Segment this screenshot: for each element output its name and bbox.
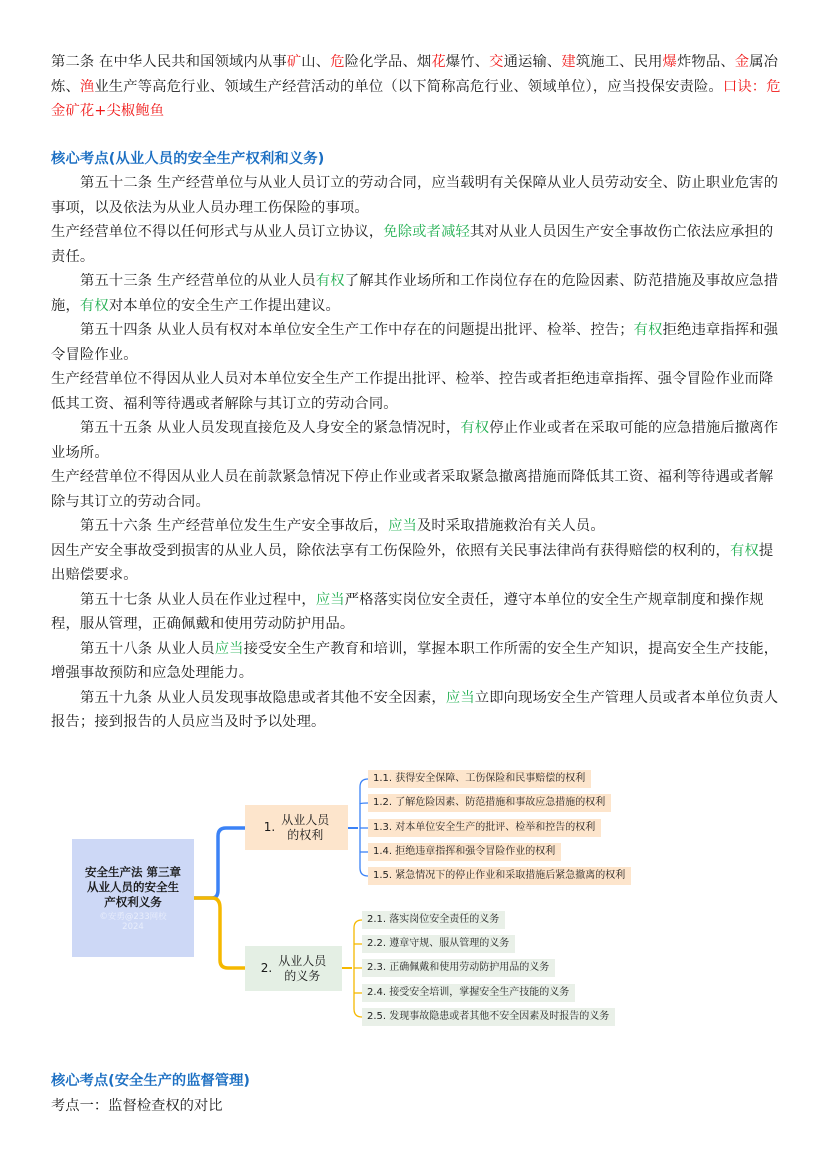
text-run: 其对从业人员因生产安全事故伤亡依法应承担的责任。 [51,224,774,265]
leaf-duty-4: 2.4. 接受安全培训，掌握安全生产技能的义务 [362,984,575,1002]
text-run: 了解其作业场所和工作岗位存在的危险因素、防范措施及事故应急措施， [51,273,779,314]
branch-label [281,813,329,843]
keyword-highlight: 应当 [388,518,417,534]
keyword-highlight: 矿 [286,54,302,70]
keyword-highlight: 有权 [460,420,490,436]
branch-number: 1. [263,820,276,834]
text-run: 第五十六条 生产经营单位发生生产安全事故后， [80,518,389,534]
text-run: 第五十八条 从业人员 [80,640,215,657]
text-run: 属冶炼、 [51,54,779,95]
keyword-highlight: 有权 [315,273,345,289]
text-run: 生产经营单位不得因从业人员对本单位安全生产工作提出批评、检举、控告或者拒绝违章指挥、强令冒险作业而降低其工资、福利等待遇或者解除与其订立的劳动合同。 [51,371,774,412]
leaf-duty-3: 2.3. 正确佩戴和使用劳动防护用品的义务 [362,959,555,977]
text-run: 严格落实岗位安全责任，遵守本单位的安全生产规章制度和操作规程，服从管理，正确佩戴和使用劳动防护用品。 [51,591,764,632]
text-run: 接受安全生产教育和培训，掌握本职工作所需的安全生产知识，提高安全生产技能，增强事故预防和应急处理能力。 [51,640,779,681]
keyword-highlight: 建 [561,54,576,70]
keyword-highlight: 免除或者减轻 [383,224,470,240]
keyword-highlight: 花 [431,54,446,70]
leaf-right-2: 1.2. 了解危险因素、防范措施和事故应急措施的权利 [368,794,611,812]
text-run: 第五十七条 从业人员在作业过程中， [80,591,316,608]
text-run: 立即向现场安全生产管理人员或者本单位负责人报告；接到报告的人员应当及时予以处理。 [51,689,779,730]
text-run: 山、 [301,54,331,70]
leaf-right-3: 1.3. 对本单位安全生产的批评、检举和控告的权利 [368,819,601,837]
text-run: 生产经营单位不得因从业人员在前款紧急情况下停止作业或者采取紧急撤离措施而降低其工资、福利等待遇或者解除与其订立的劳动合同。 [51,469,774,510]
text-run: 通运输、 [503,54,562,70]
section-heading-supervision: 核心考点(安全生产的监督管理) [51,1073,250,1089]
text-run: 业生产等高危行业、领域生产经营活动的单位（以下简称高危行业、领域单位），应当投保安责险。 [94,78,723,95]
text-run: 第五十二条 生产经营单位与从业人员订立的劳动合同，应当载明有关保障从业人员劳动安全、防止职业危害的事项，以及依法为从业人员办理工伤保险的事项。 [51,175,779,216]
exam-point-line: 考点一：监督检查权的对比 [51,1097,223,1114]
section-heading-rights-duties: 核心考点(从业人员的安全生产权利和义务) [51,150,325,167]
text-run: 提出赔偿要求。 [51,542,774,583]
keyword-highlight: 爆 [662,54,677,70]
keyword-highlight: 有权 [730,542,759,559]
text-run: 险化学品、烟 [344,54,432,70]
text-run: 对本单位的安全生产工作提出建议。 [108,297,340,314]
watermark-year: 2024 [122,921,144,932]
keyword-highlight: 应当 [315,591,345,608]
leaf-right-4: 1.4. 拒绝违章指挥和强令冒险作业的权利 [368,843,561,861]
text-run: 生产经营单位不得以任何形式与从业人员订立协议， [51,224,384,240]
keyword-highlight: 渔 [79,78,95,95]
keyword-highlight: 应当 [445,689,475,706]
root-title: 安全生产法 第三章 从业人员的安全生产权利义务 [84,864,181,909]
keyword-highlight: 口诀：危金矿花+尖椒鲍鱼 [51,78,781,119]
keyword-highlight: 交 [489,54,504,70]
text-run: 拒绝违章指挥和强令冒险作业。 [51,322,779,363]
branch-label-line1: 从业人员 [278,953,327,968]
text-run: 第二条 在中华人民共和国领域内从事 [51,54,287,70]
leaf-right-5: 1.5. 紧急情况下的停止作业和采取措施后紧急撤离的权利 [368,867,631,885]
keyword-highlight: 应当 [214,640,244,657]
text-run: 第五十三条 生产经营单位的从业人员 [80,273,316,289]
branch-label-line1: 从业人员 [281,812,330,827]
text-run: 停止作业或者在采取可能的应急措施后撤离作业场所。 [51,420,779,461]
text-run: 第五十四条 从业人员有权对本单位安全生产工作中存在的问题提出批评、检举、控告； [80,322,634,338]
text-run: 炸物品、 [676,54,735,70]
leaf-right-1: 1.1. 获得安全保障、工伤保险和民事赔偿的权利 [368,770,591,788]
leaf-duty-1: 2.1. 落实岗位安全责任的义务 [362,911,505,929]
leaf-duty-5: 2.5. 发现事故隐患或者其他不安全因素及时报告的义务 [362,1008,615,1026]
keyword-highlight: 金 [734,54,750,70]
branch-label-line2: 的权利 [287,827,324,842]
keyword-highlight: 有权 [79,297,109,314]
branch-node-rights [245,805,348,850]
branch-node-duties [245,946,342,991]
leaf-duty-2: 2.2. 遵章守规、服从管理的义务 [362,935,515,953]
keyword-highlight: 有权 [633,322,663,338]
text-run: 因生产安全事故受到损害的从业人员，除依法享有工伤保险外，依照有关民事法律尚有获得赔偿的权利的， [51,542,730,559]
text-run: 爆竹、 [445,54,490,70]
text-run: 及时采取措施救治有关人员。 [416,518,605,534]
branch-label-line2: 的义务 [284,968,321,983]
text-run: 第五十九条 从业人员发现事故隐患或者其他不安全因素， [80,689,446,706]
keyword-highlight: 危 [330,54,345,70]
text-run: 第五十五条 从业人员发现直接危及人身安全的紧急情况时， [80,420,461,436]
branch-number: 2. [260,961,273,975]
mind-map-root-node [72,839,194,957]
branch-label [278,954,326,984]
watermark-text: ©安勇@233网校 [99,911,167,922]
text-run: 筑施工、民用 [575,54,663,70]
